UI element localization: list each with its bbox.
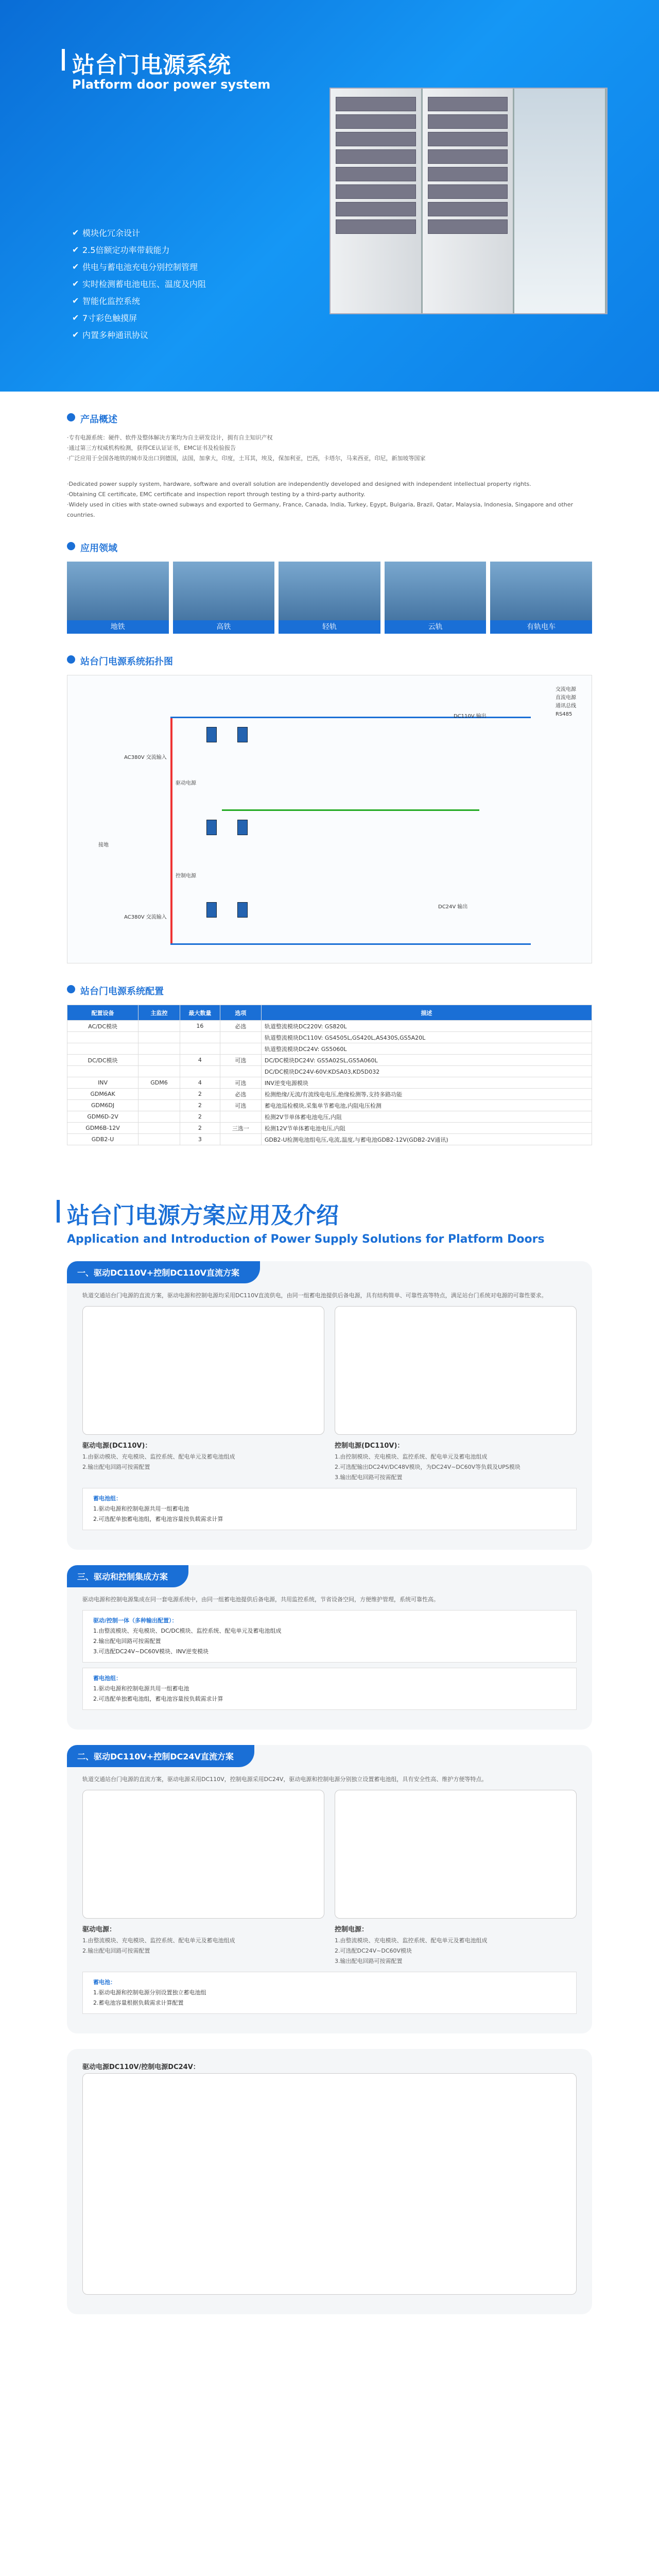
feature-item: ✔ 内置多种通讯协议 [72, 330, 149, 340]
app-item: 轻轨 [279, 562, 380, 634]
app-item: 有轨电车 [490, 562, 592, 634]
topo-label: 控制电源 [176, 873, 196, 879]
solution-2: 二、驱动DC110V+控制DC24V直流方案 轨道交通站台门电源的直流方案，驱动电源采用DC110V，控制电源采用DC24V，驱动电源和控制电源分别独立设置蓄电池组，具有安全性高、维护方便等特点。 驱动电源： 1.由整流模块、充电模块、监控系统、配电单元及蓄电池组成 2.输出配电回路可按需配置 控制电源： 1.由整流模块、充电模块、监控系统、配电单元及蓄电池组成 2.可选配DC24V~DC60V模块 3.输出配电回路可按需配置 蓄电池： 1.驱动电源和控制电源分别设置独立蓄电池组 2.蓄电池容量根据负载需求计算配置 [67, 1745, 592, 2033]
legend-item: 直流电源 [556, 695, 576, 701]
feature-item: ✔ 智能化监控系统 [72, 296, 141, 306]
apps-heading: 应用领域 [67, 541, 592, 554]
solution-4: 驱动电源DC110V/控制电源DC24V： [67, 2049, 592, 2314]
config-section [0, 963, 659, 1145]
table-row: AC/DC模块 16 必选 轨道整流模块DC220V: GS820L [67, 1021, 592, 1032]
title-bar [62, 49, 65, 71]
app-item: 地铁 [67, 562, 169, 634]
overview-en-line: ·Dedicated power supply system, hardware, software and overall solution are independently developed and designed with independent intellectual property rights. [67, 481, 531, 487]
overview-en-line: ·Widely used in cities with state-owned subways and exported to Germany, France, Canada, India, Turkey, Egypt, Bulgaria, Brazil, Qatar, Malaysia, Indonesia, Singapore and other countries. [67, 501, 574, 518]
legend-item: 通讯总线 [556, 703, 576, 709]
topo-label: AC380V 交流输入 [124, 914, 167, 920]
topo-label: DC110V 输出 [454, 714, 487, 719]
config-heading: 站台门电源系统配置 [67, 984, 592, 997]
solution-3: 三、驱动和控制集成方案 驱动电源和控制电源集成在同一套电源系统中，由同一组蓄电池提供后备电源，共用监控系统，节省设备空间，方便维护管理，系统可靠性高。 驱动/控制一体（多种输出配置）： 1.由整流模块、充电模块、DC/DC模块、监控系统、配电单元及蓄电池组成 2.输出配电回路可按需配置 3.可选配DC24V~DC60V模块、INV逆变模块 蓄电池组： 1.驱动电源和控制电源共用一组蓄电池 2.可选配单独蓄电池组，蓄电池容量按负载需求计算 [67, 1565, 592, 1730]
table-row: 轨道整流模块DC110V: GS4505L,GS420L,AS430S,GS5A20L [67, 1032, 592, 1043]
legend-item: 交流电源 [556, 687, 576, 692]
topology-diagram [67, 675, 592, 963]
table-row: INV GDM6 4 可选 INV逆变电源模块 [67, 1077, 592, 1089]
diagram-control [335, 1790, 577, 1919]
feature-item: ✔ 模块化冗余设计 [72, 228, 141, 238]
overview-en-line: ·Obtaining CE certificate, EMC certificate and inspection report through testing by a third-party authority. [67, 491, 366, 498]
feature-list [72, 227, 206, 346]
feature-item: ✔ 2.5倍额定功率带载能力 [72, 245, 170, 255]
table-row: GDM6AK 2 必选 检测绝缘/无流/有流线电电压,绝缘检测等,支持多路功能 [67, 1089, 592, 1100]
apps-section [0, 520, 659, 634]
legend-item: RS485 [556, 711, 573, 717]
overview-heading: 产品概述 [67, 412, 592, 426]
topo-label: AC380V 交流输入 [124, 755, 167, 760]
app-item: 云轨 [385, 562, 487, 634]
topo-label: 驱动电源 [176, 781, 196, 786]
feature-item: ✔ 供电与蓄电池充电分别控制管理 [72, 262, 198, 272]
table-row: DC/DC模块DC24V-60V:KDSA03,KD5D032 [67, 1066, 592, 1077]
overview-cn-line: ·专有电源系统：硬件、软件及整体解决方案均为自主研发设计，拥有自主知识产权 [67, 434, 273, 441]
feature-item: ✔ 实时检测蓄电池电压、温度及内阻 [72, 279, 206, 289]
topology-heading: 站台门电源系统拓扑图 [67, 654, 592, 668]
page-title: 站台门电源系统 [72, 52, 231, 78]
table-row: GDM6DJ 2 可选 蓄电池巡检模块,采集单节蓄电池,内阻电压检测 [67, 1100, 592, 1111]
app-item: 高铁 [173, 562, 275, 634]
config-table: 配置设备 主监控 最大数量 选项 描述 AC/DC模块 16 必选 轨道整流模块DC220V: GS820L 轨道整流模块DC110V: GS4505L,GS420L,AS430S,GS5A20L 轨道整流模块DC24V: GS5060L DC/DC模块 4 可选 DC/DC模块DC24V: GS5A02SL,GS5A060L DC/DC模块DC24V-60V:KDSA03,KD5D032 INV GDM6 4 可选 INV逆变电源模块 GDM6AK 2 必选 检测绝缘/无流/有流线电电压,绝缘检测等,支持多路功能 GDM6DJ 2 可选 蓄电池巡检模块,采集单节蓄电池,内阻电压检测 GDM6D-2V 2 检测2V节单体蓄电池电压,内阻 GDM6B-12V 2 三选一 检测12V节单体蓄电池电压,内阻 GDB2-U 3 GDB2-U检测电池组电压,电流,温度,与蓄电池GDB2-12V(GDB2-2V通讯) [67, 1005, 592, 1145]
overview-section [0, 392, 659, 520]
topology-section [0, 634, 659, 963]
cabinet-image [330, 88, 608, 314]
page-subtitle: Platform door power system [72, 77, 271, 92]
table-row: GDM6B-12V 2 三选一 检测12V节单体蓄电池电压,内阻 [67, 1123, 592, 1134]
solutions-title-block [0, 1145, 659, 1246]
overview-cn-line: ·通过第三方权威机构检测，获得CE认证证书，EMC证书及检验报告 [67, 445, 236, 451]
topo-label: 接地 [98, 842, 109, 848]
table-row: GDM6D-2V 2 检测2V节单体蓄电池电压,内阻 [67, 1111, 592, 1123]
diagram-combined [82, 2073, 577, 2295]
table-row: DC/DC模块 4 可选 DC/DC模块DC24V: GS5A02SL,GS5A060L [67, 1055, 592, 1066]
solutions-title: 站台门电源方案应用及介绍 [67, 1202, 339, 1229]
solution-1: 一、驱动DC110V+控制DC110V直流方案 轨道交通站台门电源的直流方案，驱动电源和控制电源均采用DC110V直流供电，由同一组蓄电池提供后备电源，具有结构简单、可靠性高等特点，满足站台门系统对电源的可靠性要求。 驱动电源(DC110V)： 1.由驱动模块、充电模块、监控系统、配电单元及蓄电池组成 2.输出配电回路可按需配置 控制电源(DC110V)： 1.由控制模块、充电模块、监控系统、配电单元及蓄电池组成 2.可选配输出DC24V/DC48V模块，为DC24V~DC60V等负载及UPS模块 3.输出配电回路可按需配置 蓄电池组： 1.驱动电源和控制电源共用一组蓄电池 2.可选配单独蓄电池组，蓄电池容量按负载需求计算 [67, 1261, 592, 1550]
diagram-control [335, 1306, 577, 1435]
table-row: GDB2-U 3 GDB2-U检测电池组电压,电流,温度,与蓄电池GDB2-12V(GDB2-2V通讯) [67, 1134, 592, 1145]
hero-banner [0, 0, 659, 392]
feature-item: ✔ 7寸彩色触摸屏 [72, 313, 137, 323]
table-row: 轨道整流模块DC24V: GS5060L [67, 1043, 592, 1055]
overview-cn-line: ·广泛应用于全国各地铁的城市及出口到德国，法国，加拿大，印度，土耳其，埃及，保加利亚，巴西，卡塔尔，马来西亚，印尼，新加坡等国家 [67, 455, 426, 462]
topo-label: DC24V 输出 [438, 904, 468, 910]
diagram-drive [82, 1790, 324, 1919]
diagram-drive [82, 1306, 324, 1435]
solutions-title-en: Application and Introduction of Power Supply Solutions for Platform Doors [67, 1233, 545, 1246]
